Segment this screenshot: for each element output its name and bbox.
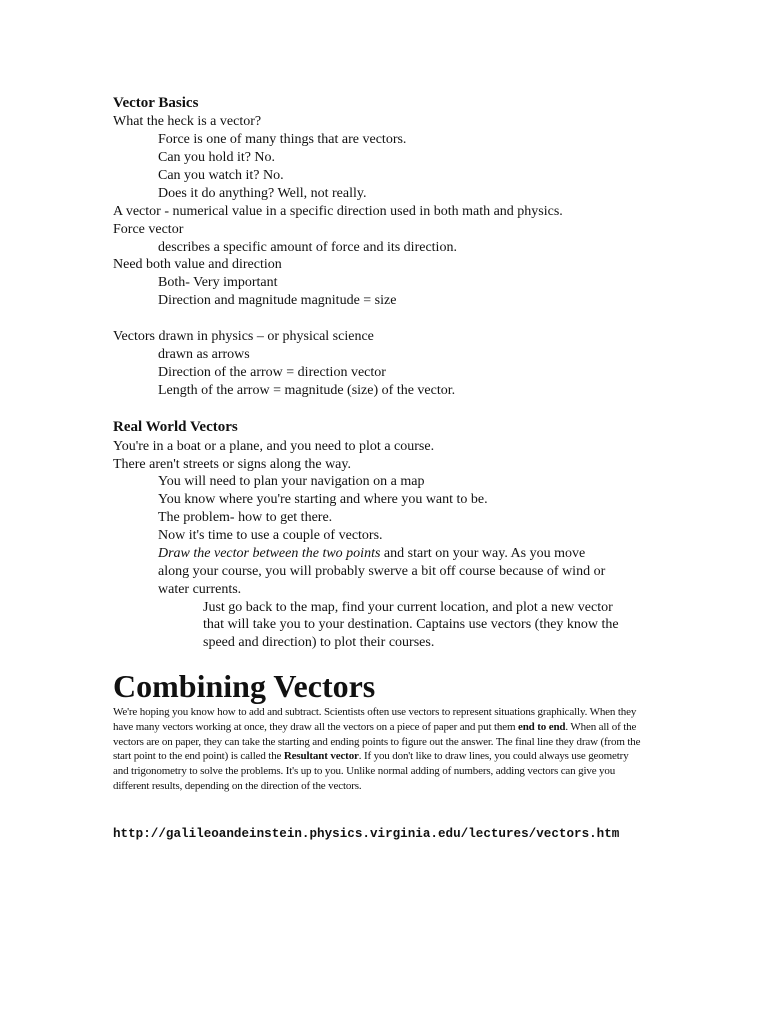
text-line: There aren't streets or signs along the way. bbox=[113, 457, 351, 472]
italic-phrase: Draw the vector between the two points bbox=[158, 546, 381, 561]
text-line: along your course, you will probably swerve a bit off course because of wind or bbox=[158, 564, 606, 579]
text-line: Need both value and direction bbox=[113, 257, 282, 272]
bold-term-end-to-end: end to end bbox=[517, 720, 566, 733]
text-span: . If you don't like to draw lines, you could always use geometry and trigonometry to solve the problems. It's up to you. Unlike normal adding of numbers, adding vectors can give you different results, depending on the direction of the vectors. bbox=[113, 750, 629, 792]
text-line: drawn as arrows bbox=[158, 347, 250, 362]
text-line: You're in a boat or a plane, and you need to plot a course. bbox=[113, 439, 435, 454]
text-line: Direction of the arrow = direction vector bbox=[158, 365, 386, 380]
text-line: that will take you to your destination. Captains use vectors (they know the bbox=[203, 617, 619, 632]
text-line: water currents. bbox=[158, 582, 242, 597]
text-line: Vectors drawn in physics – or physical science bbox=[113, 329, 374, 344]
section-heading-vector-basics: Vector Basics bbox=[113, 95, 199, 111]
text-line: The problem- how to get there. bbox=[158, 510, 333, 525]
reference-url-link[interactable]: http://galileoandeinstein.physics.virginia.edu/lectures/vectors.htm bbox=[113, 827, 620, 841]
text-span: and start on your way. As you move bbox=[380, 546, 586, 561]
text-line: Now it's time to use a couple of vectors. bbox=[158, 528, 383, 543]
text-line: Both- Very important bbox=[158, 275, 278, 290]
text-span: . When all of the vectors are on paper, they can take the starting and ending points to figure out the answer. The final line they draw (from the start point to the end point) is called the bbox=[113, 720, 641, 763]
text-line: Can you watch it? No. bbox=[158, 168, 284, 183]
text-line: Direction and magnitude magnitude = size bbox=[158, 293, 397, 308]
text-line bbox=[158, 545, 585, 563]
section-heading-real-world-vectors: Real World Vectors bbox=[113, 419, 238, 435]
section-title-combining-vectors: Combining Vectors bbox=[113, 668, 376, 704]
text-line: Force is one of many things that are vectors. bbox=[158, 132, 407, 147]
text-line: What the heck is a vector? bbox=[113, 114, 262, 129]
text-span: We're hoping you know how to add and subtract. Scientists often use vectors to represent situations graphically. When they have many vectors working at once, they draw all the vectors on a piece of paper and put them bbox=[113, 706, 637, 733]
text-line: Length of the arrow = magnitude (size) of the vector. bbox=[158, 383, 456, 398]
text-line: Does it do anything? Well, not really. bbox=[158, 186, 367, 201]
text-line: You will need to plan your navigation on a map bbox=[158, 474, 425, 489]
text-line: Just go back to the map, find your current location, and plot a new vector bbox=[203, 600, 613, 615]
text-line: Force vector bbox=[113, 222, 184, 237]
text-line: Can you hold it? No. bbox=[158, 150, 276, 165]
text-line: describes a specific amount of force and its direction. bbox=[158, 240, 457, 255]
combining-paragraph bbox=[113, 705, 643, 794]
text-line: You know where you're starting and where you want to be. bbox=[158, 492, 488, 507]
text-line: A vector - numerical value in a specific direction used in both math and physics. bbox=[113, 204, 563, 219]
bold-term-resultant-vector: Resultant vector bbox=[283, 750, 359, 763]
text-line: speed and direction) to plot their courses. bbox=[203, 635, 435, 650]
